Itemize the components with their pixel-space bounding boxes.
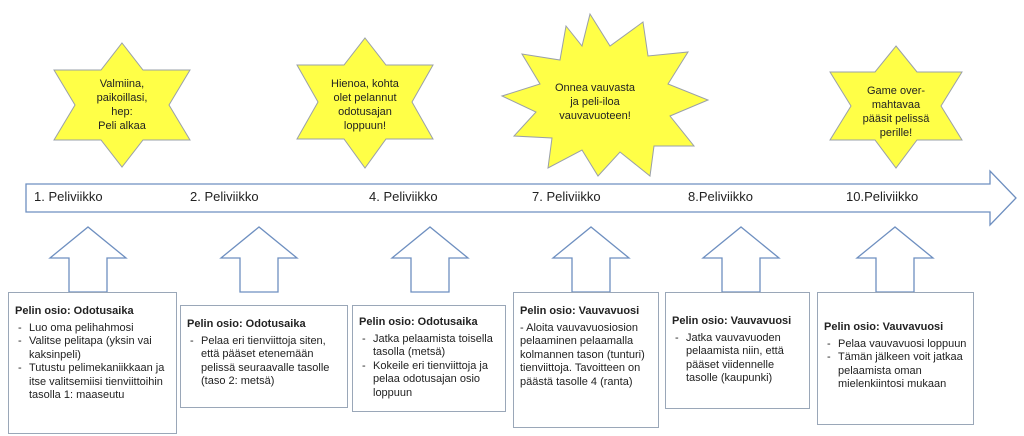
phase-box-1-title: Pelin osio: Odotusaika — [15, 305, 134, 317]
phase-box-5-title: Pelin osio: Vauvavuosi — [672, 315, 792, 327]
star-3-line-3: vauvavuoteen! — [559, 110, 631, 122]
phase-box-5-list — [672, 332, 803, 386]
list-item: - Jatka vauvavuoden pelaamista niin, että pääset viidennelle tasolle (kaupunki) — [672, 332, 803, 386]
list-item: - Tämän jälkeen voit jatkaa pelaamista oman mielenkiintosi mukaan — [824, 351, 967, 392]
week-label-8: 8.Peliviikko — [688, 189, 754, 204]
list-item: - Jatka pelaamista toisella tasolla (metsä) — [359, 333, 499, 360]
star-text-2 — [315, 77, 415, 133]
phase-box-6-list — [824, 338, 967, 392]
week-label-7: 7. Peliviikko — [532, 189, 601, 204]
week-label-4: 4. Peliviikko — [369, 189, 438, 204]
star-1-line-2: paikoillasi, — [96, 92, 148, 104]
phase-box-3 — [352, 305, 506, 412]
star-2-line-2: olet pelannut — [333, 92, 397, 104]
up-arrow-4 — [553, 227, 629, 292]
list-item: - Pelaa vauvavuosi loppuun — [824, 338, 967, 352]
week-label-10: 10.Peliviikko — [846, 189, 919, 204]
star-3-line-1: Onnea vauvasta — [554, 82, 636, 94]
phase-box-1-list — [15, 322, 170, 403]
list-item: - Pelaa eri tienviittoja siten, että pääset etenemään pelissä seuraavalle tasolle (taso 2: metsä) — [187, 335, 341, 389]
phase-box-5 — [665, 292, 810, 409]
week-label-1: 1. Peliviikko — [34, 189, 103, 204]
up-arrow-3 — [392, 227, 468, 292]
phase-box-3-title: Pelin osio: Odotusaika — [359, 316, 478, 328]
phase-box-4-text: - Aloita vauvavuosiosion pelaaminen pelaamalla kolmannen tason (tunturi) tienviittoja. Tavoitteen on päästä tasolle 4 (ranta) — [520, 321, 645, 388]
star-1-line-1: Valmiina, — [99, 78, 145, 90]
list-item: - Luo oma pelihahmosi — [15, 322, 170, 336]
up-arrow-2 — [221, 227, 297, 292]
star-2-line-4: loppuun! — [343, 120, 387, 132]
star-3-line-2: ja peli-iloa — [570, 96, 620, 108]
phase-box-2-title: Pelin osio: Odotusaika — [187, 318, 306, 330]
week-label-2: 2. Peliviikko — [190, 189, 259, 204]
phase-box-3-list — [359, 333, 499, 401]
star-2-line-3: odotusajan — [338, 106, 392, 118]
phase-box-6 — [817, 292, 974, 425]
star-text-4 — [846, 84, 946, 140]
up-arrow-1 — [50, 227, 126, 292]
star-2-line-1: Hienoa, kohta — [331, 78, 399, 90]
star-1-line-4: Peli alkaa — [98, 120, 146, 132]
star-4-line-2: mahtavaa — [871, 99, 921, 111]
list-item: - Valitse pelitapa (yksin vai kaksinpeli) — [15, 335, 170, 362]
star-text-1 — [72, 77, 172, 133]
up-arrow-6 — [857, 227, 933, 292]
list-item: - Tutustu pelimekaniikkaan ja itse valitsemiisi tienviittoihin tasolla 1: maaseutu — [15, 362, 170, 403]
phase-box-1 — [8, 292, 177, 434]
phase-box-2-list — [187, 335, 341, 389]
star-4-line-3: pääsit pelissä — [862, 113, 930, 125]
star-text-3 — [540, 81, 650, 123]
star-1-line-3: hep: — [111, 106, 133, 118]
phase-box-6-title: Pelin osio: Vauvavuosi — [824, 321, 944, 333]
star-4-line-4: perille! — [879, 127, 913, 139]
list-item: - Kokeile eri tienviittoja ja pelaa odotusajan osio loppuun — [359, 360, 499, 401]
phase-box-4-title: Pelin osio: Vauvavuosi — [520, 305, 640, 317]
up-arrow-5 — [703, 227, 779, 292]
phase-box-4 — [513, 292, 659, 428]
phase-box-2 — [180, 305, 348, 408]
star-4-line-1: Game over- — [866, 85, 926, 97]
